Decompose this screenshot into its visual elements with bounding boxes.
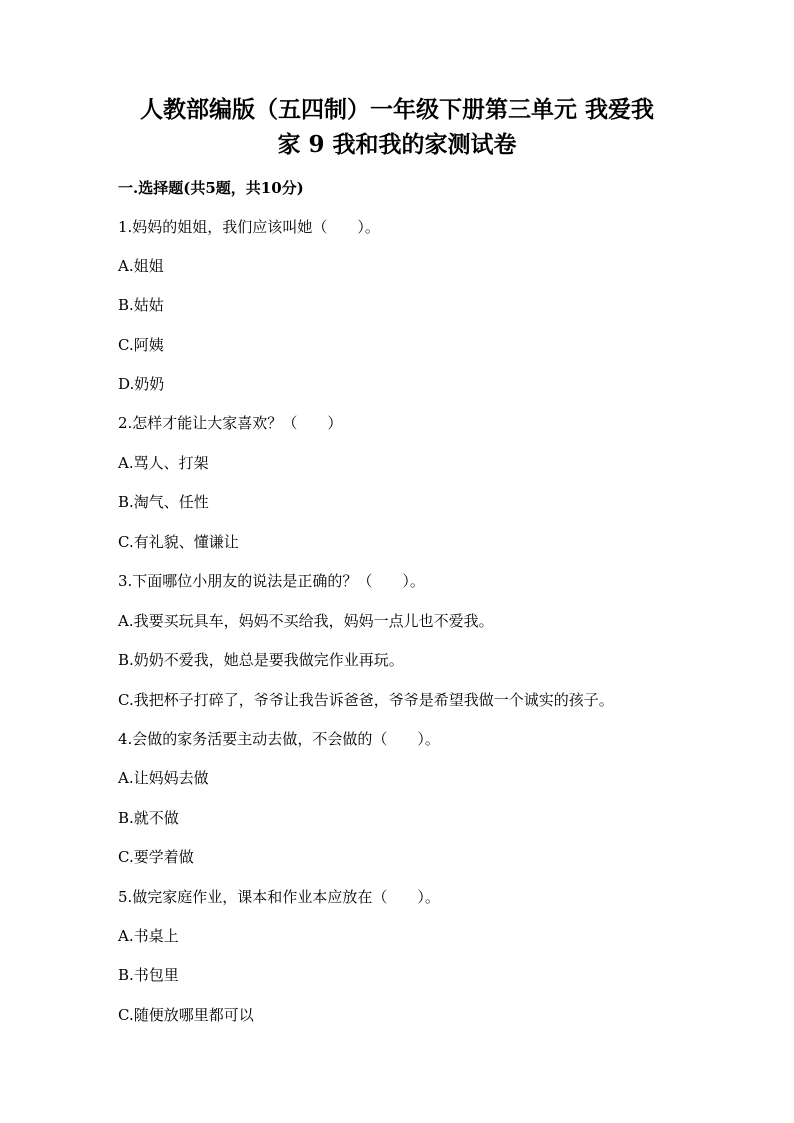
question-1-option-d: D.奶奶	[118, 375, 165, 393]
exam-title-line-1: 人教部编版（五四制）一年级下册第三单元 我爱我	[139, 96, 654, 123]
question-2-stem: 2.怎样才能让大家喜欢？（ ）	[118, 414, 343, 432]
question-2-option-c: C.有礼貌、懂谦让	[118, 533, 239, 551]
question-1-stem: 1.妈妈的姐姐，我们应该叫她（ ）。	[118, 218, 380, 236]
question-3-option-b: B.奶奶不爱我，她总是要我做完作业再玩。	[118, 651, 404, 669]
question-4-option-b: B.就不做	[118, 809, 179, 827]
question-1-option-b: B.姑姑	[118, 296, 164, 314]
question-3-stem: 3.下面哪位小朋友的说法是正确的？（ ）。	[118, 572, 425, 590]
exam-title-line-2: 家 9 我和我的家测试卷	[277, 131, 517, 158]
question-3-option-a: A.我要买玩具车，妈妈不买给我，妈妈一点儿也不爱我。	[118, 612, 494, 630]
question-2-option-b: B.淘气、任性	[118, 493, 209, 511]
question-1-option-c: C.阿姨	[118, 336, 164, 354]
question-1-option-a: A.姐姐	[118, 257, 164, 275]
section-heading: 一.选择题(共5题，共10分)	[118, 179, 304, 197]
question-5-option-a: A.书桌上	[118, 927, 179, 945]
question-4-stem: 4.会做的家务活要主动去做，不会做的（ ）。	[118, 730, 440, 748]
question-5-option-c: C.随便放哪里都可以	[118, 1006, 254, 1024]
question-2-option-a: A.骂人、打架	[118, 454, 209, 472]
question-5-option-b: B.书包里	[118, 966, 179, 984]
question-5-stem: 5.做完家庭作业，课本和作业本应放在（ ）。	[118, 888, 440, 906]
question-4-option-a: A.让妈妈去做	[118, 769, 209, 787]
question-3-option-c: C.我把杯子打碎了，爷爷让我告诉爸爸，爷爷是希望我做一个诚实的孩子。	[118, 691, 614, 709]
question-4-option-c: C.要学着做	[118, 848, 194, 866]
